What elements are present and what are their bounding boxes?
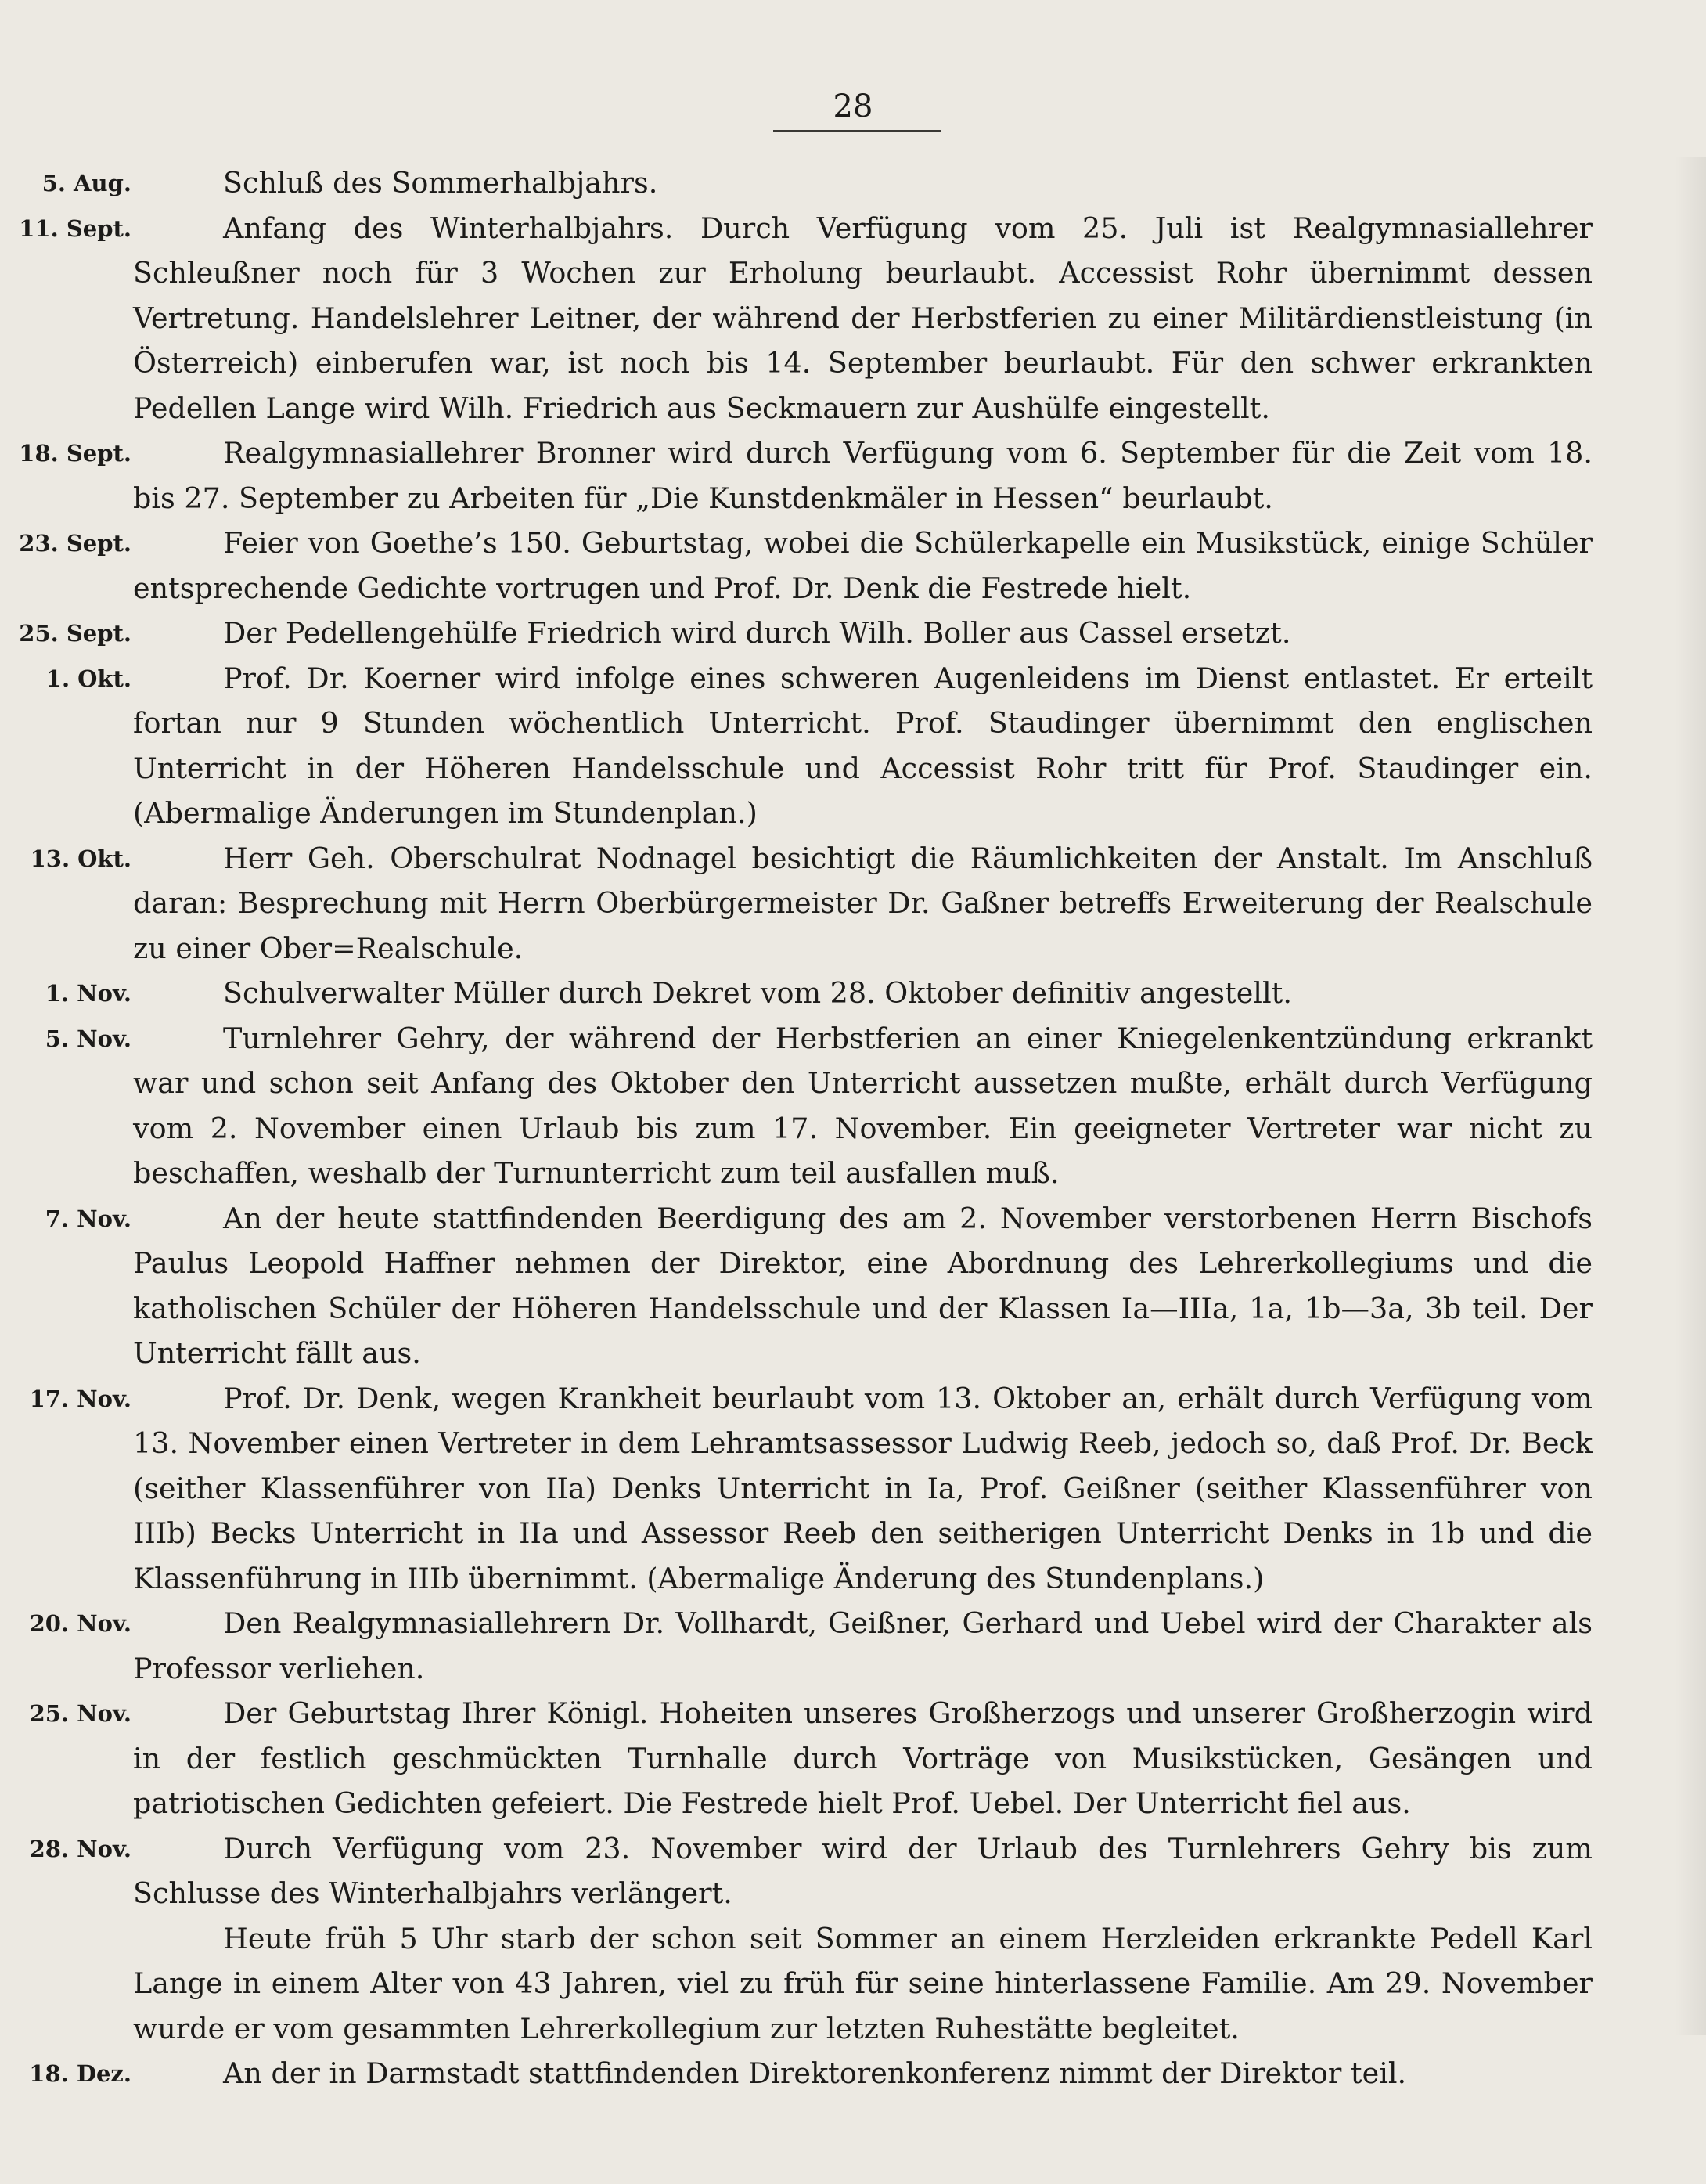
entry-text: Heute früh 5 Uhr starb der schon seit Sommer an einem Herzleiden erkrankte Pedell Karl Lange in einem Alter von 43 Jahren, viel zu früh für seine hinterlassene Familie. Am 29. November wurde er vom gesammten Lehrerkollegium zur letzten Ruhestätte begleitet.: [133, 1921, 1593, 2045]
entry-text: Feier von Goethe’s 150. Geburtstag, wobei die Schülerkapelle ein Musikstück, einige Schüler entsprechende Gedichte vortrugen und Prof. Dr. Denk die Festrede hielt.: [133, 526, 1593, 605]
entry-text: Realgymnasiallehrer Bronner wird durch Verfügung vom 6. September für die Zeit vom 18. bis 27. September zu Arbeiten für „Die Kunstdenkmäler in Hessen“ beurlaubt.: [133, 436, 1593, 515]
entry-text: Turnlehrer Gehry, der während der Herbstferien an einer Kniegelenkentzündung erkrankt war und schon seit Anfang des Oktober den Unterricht aussetzen mußte, erhält durch Verfügung vom 2. November einen Urlaub bis zum 17. November. Ein geeigneter Vertreter war nicht zu beschaffen, weshalb der Turnunterricht zum teil ausfallen muß.: [133, 1021, 1593, 1190]
chronicle-entry: [0, 971, 1706, 1016]
entry-date: 18. Sept.: [19, 440, 131, 467]
chronicle-entry: [0, 1376, 1706, 1602]
entry-date: 1. Okt.: [45, 665, 131, 692]
chronicle-entry: [0, 1601, 1706, 1691]
header-rule: [773, 130, 941, 132]
chronicle-entry: [0, 1691, 1706, 1826]
entry-date: 13. Okt.: [30, 845, 131, 872]
entry-date: 20. Nov.: [29, 1610, 131, 1637]
entry-date: 1. Nov.: [45, 980, 131, 1007]
entry-date: 25. Sept.: [19, 620, 131, 647]
chronicle-entry: [0, 1826, 1706, 1916]
entry-text: Prof. Dr. Koerner wird infolge eines schweren Augenleidens im Dienst entlastet. Er erteilt fortan nur 9 Stunden wöchentlich Unterricht. Prof. Staudinger übernimmt den englischen Unterricht in der Höheren Handelsschule und Accessist Rohr tritt für Prof. Staudinger ein. (Abermalige Änderungen im Stundenplan.): [133, 661, 1593, 830]
entry-text: Durch Verfügung vom 23. November wird der Urlaub des Turnlehrers Gehry bis zum Schlusse des Winterhalbjahrs verlängert.: [133, 1831, 1593, 1910]
entry-text: Schluß des Sommerhalbjahrs.: [223, 166, 658, 200]
chronicle-entry: [0, 206, 1706, 431]
page-edge-shadow: [1675, 157, 1706, 2035]
entry-text: Den Realgymnasiallehrern Dr. Vollhardt, Geißner, Gerhard und Uebel wird der Charakter als Professor verliehen.: [133, 1606, 1593, 1685]
chronicle-entries: [0, 160, 1706, 2096]
entry-date: 18. Dez.: [29, 2060, 131, 2087]
entry-text: Prof. Dr. Denk, wegen Krankheit beurlaubt vom 13. Oktober an, erhält durch Verfügung vom 13. November einen Vertreter in dem Lehramtsassessor Ludwig Reeb, jedoch so, daß Prof. Dr. Beck (seither Klassenführer von IIa) Denks Unterricht in Ia, Prof. Geißner (seither Klassenführer von IIIb) Becks Unterricht in IIa und Assessor Reeb den seitherigen Unterricht Denks in 1b und die Klassenführung in IIIb übernimmt. (Abermalige Änderung des Stundenplans.): [133, 1381, 1593, 1595]
chronicle-entry: [0, 2051, 1706, 2096]
entry-text: An der in Darmstadt stattfindenden Direktorenkonferenz nimmt der Direktor teil.: [223, 2056, 1407, 2090]
entry-text: Anfang des Winterhalbjahrs. Durch Verfügung vom 25. Juli ist Realgymnasiallehrer Schleußner noch für 3 Wochen zur Erholung beurlaubt. Accessist Rohr übernimmt dessen Vertretung. Handelslehrer Leitner, der während der Herbstferien zu einer Militärdienstleistung (in Österreich) einberufen war, ist noch bis 14. September beurlaubt. Für den schwer erkrankten Pedellen Lange wird Wilh. Friedrich aus Seckmauern zur Aushülfe eingestellt.: [133, 211, 1593, 425]
chronicle-entry: [0, 1196, 1706, 1376]
page-number: 28: [833, 88, 873, 124]
entry-text: Herr Geh. Oberschulrat Nodnagel besichtigt die Räumlichkeiten der Anstalt. Im Anschluß daran: Besprechung mit Herrn Oberbürgermeister Dr. Gaßner betreffs Erweiterung der Realschule zu einer Ober=Realschule.: [133, 841, 1593, 965]
entry-date: 25. Nov.: [29, 1700, 131, 1727]
chronicle-entry: [0, 1016, 1706, 1196]
entry-date: 28. Nov.: [29, 1835, 131, 1862]
entry-date: 7. Nov.: [45, 1205, 131, 1232]
chronicle-entry: [0, 521, 1706, 611]
entry-date: 11. Sept.: [19, 214, 131, 242]
entry-text: Schulverwalter Müller durch Dekret vom 28. Oktober definitiv angestellt.: [223, 976, 1292, 1010]
entry-date: 23. Sept.: [19, 530, 131, 557]
chronicle-entry: [0, 611, 1706, 656]
chronicle-entry: [0, 656, 1706, 836]
chronicle-entry: [0, 431, 1706, 521]
chronicle-entry: [0, 836, 1706, 971]
entry-text: Der Geburtstag Ihrer Königl. Hoheiten unseres Großherzogs und unserer Großherzogin wird in der festlich geschmückten Turnhalle durch Vorträge von Musikstücken, Gesängen und patriotischen Gedichten gefeiert. Die Festrede hielt Prof. Uebel. Der Unterricht fiel aus.: [133, 1696, 1593, 1820]
entry-text: Der Pedellengehülfe Friedrich wird durch Wilh. Boller aus Cassel ersetzt.: [223, 616, 1291, 650]
entry-date: 5. Aug.: [41, 170, 131, 196]
chronicle-entry: [0, 1916, 1706, 2052]
chronicle-entry: [0, 160, 1706, 206]
entry-text: An der heute stattfindenden Beerdigung des am 2. November verstorbenen Herrn Bischofs Paulus Leopold Haffner nehmen der Direktor, eine Abordnung des Lehrerkollegiums und die katholischen Schüler der Höheren Handelsschule und der Klassen Ia—IIIa, 1a, 1b—3a, 3b teil. Der Unterricht fällt aus.: [133, 1201, 1593, 1370]
entry-date: 5. Nov.: [45, 1025, 131, 1052]
entry-date: 17. Nov.: [29, 1385, 131, 1412]
